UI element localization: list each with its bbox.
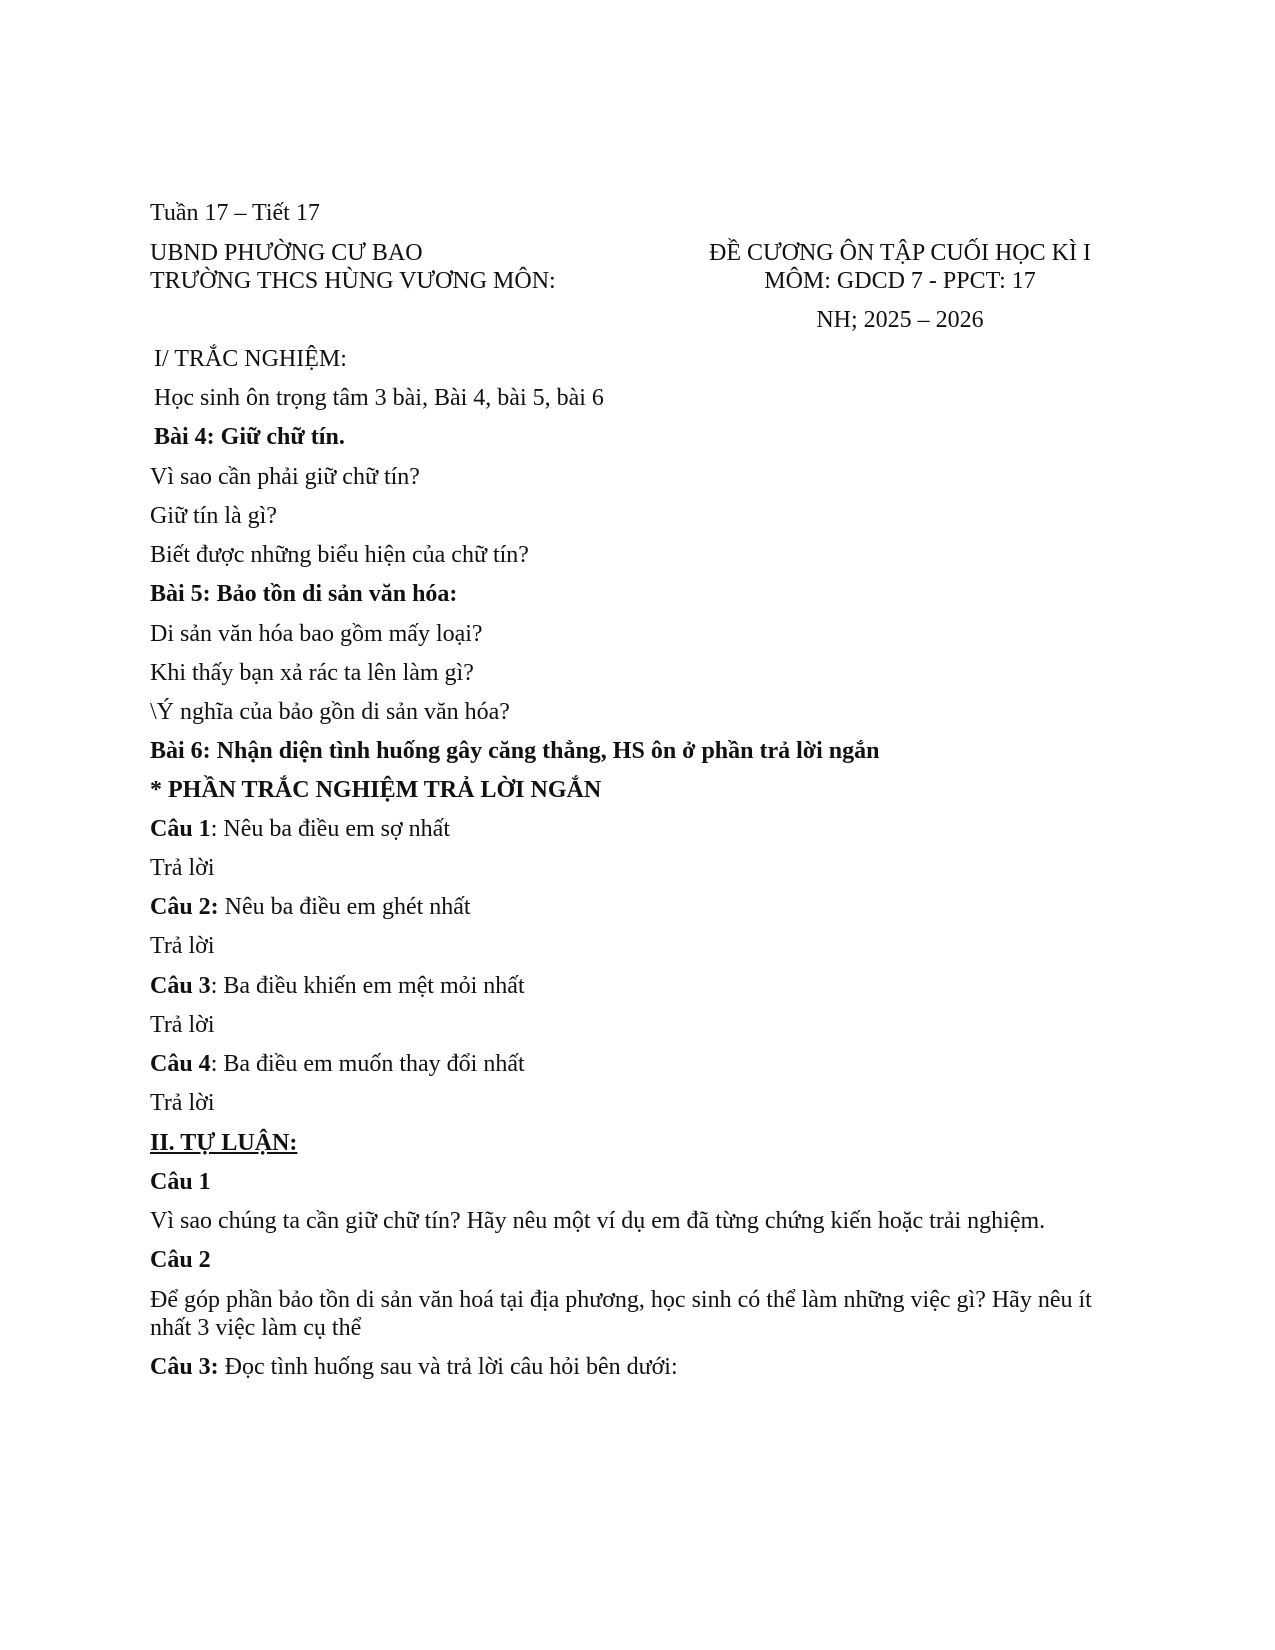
essay-question-label: Câu 3: bbox=[150, 1354, 219, 1380]
section1-intro: Học sinh ôn trọng tâm 3 bài, Bài 4, bài 5, bài 6 bbox=[154, 385, 604, 411]
org-name-line1: UBND PHƯỜNG CƯ BAO bbox=[150, 240, 423, 266]
section1-heading: I/ TRẮC NGHIỆM: bbox=[154, 346, 347, 372]
answer-label: Trả lời bbox=[150, 1012, 215, 1038]
short-question bbox=[150, 893, 471, 921]
question-separator: : bbox=[210, 1051, 224, 1077]
question-label: Câu 2: bbox=[150, 894, 219, 920]
week-lesson-label: Tuần 17 – Tiết 17 bbox=[150, 200, 320, 226]
doc-title-line2: MÔM: GDCD 7 - PPCT: 17 bbox=[764, 268, 1036, 294]
short-question bbox=[150, 1050, 525, 1078]
question-label: Câu 4 bbox=[150, 1051, 211, 1077]
answer-label: Trả lời bbox=[150, 855, 215, 881]
org-name-line2: TRƯỜNG THCS HÙNG VƯƠNG MÔN: bbox=[150, 268, 556, 294]
question-text: Nêu ba điều em ghét nhất bbox=[224, 894, 471, 920]
question-text: Ba điều em muốn thay đổi nhất bbox=[223, 1051, 525, 1077]
lesson5-item: Khi thấy bạn xả rác ta lên làm gì? bbox=[150, 660, 474, 686]
lesson4-item: Biết được những biểu hiện của chữ tín? bbox=[150, 542, 529, 568]
question-separator: : bbox=[210, 816, 224, 842]
lesson5-title: Bài 5: Bảo tồn di sản văn hóa: bbox=[150, 581, 458, 607]
essay-question-text: Để góp phần bảo tồn di sản văn hoá tại địa phương, học sinh có thể làm những việc gì? Hãy nêu ít nhất 3 việc làm cụ thể bbox=[150, 1287, 1092, 1341]
lesson5-item: Di sản văn hóa bao gồm mấy loại? bbox=[150, 621, 483, 647]
short-question bbox=[150, 972, 525, 1000]
essay-question-text: Đọc tình huống sau và trả lời câu hỏi bên dưới: bbox=[218, 1354, 678, 1380]
doc-title-line1: ĐỀ CƯƠNG ÔN TẬP CUỐI HỌC KÌ I bbox=[709, 240, 1091, 266]
answer-label: Trả lời bbox=[150, 1090, 215, 1116]
short-question bbox=[150, 815, 450, 843]
answer-label: Trả lời bbox=[150, 933, 215, 959]
section2-heading: II. TỰ LUẬN: bbox=[150, 1130, 298, 1156]
lesson4-item: Giữ tín là gì? bbox=[150, 503, 277, 529]
lesson6-title: Bài 6: Nhận diện tình huống gây căng thẳng, HS ôn ở phần trả lời ngắn bbox=[150, 738, 880, 764]
question-label: Câu 1 bbox=[150, 816, 211, 842]
essay-question bbox=[150, 1353, 678, 1381]
essay-question-label: Câu 1 bbox=[150, 1169, 211, 1195]
essay-question-label: Câu 2 bbox=[150, 1247, 211, 1273]
question-label: Câu 3 bbox=[150, 973, 211, 999]
essay-question-text: Vì sao chúng ta cần giữ chữ tín? Hãy nêu một ví dụ em đã từng chứng kiến hoặc trải nghiệm. bbox=[150, 1208, 1046, 1234]
question-text: Nêu ba điều em sợ nhất bbox=[223, 816, 450, 842]
short-answer-heading: * PHẦN TRẮC NGHIỆM TRẢ LỜI NGẮN bbox=[150, 777, 602, 803]
school-year: NH; 2025 – 2026 bbox=[816, 307, 984, 333]
lesson4-item: Vì sao cần phải giữ chữ tín? bbox=[150, 464, 420, 490]
lesson4-title: Bài 4: Giữ chữ tín. bbox=[154, 424, 345, 450]
question-text: Ba điều khiến em mệt mỏi nhất bbox=[223, 973, 525, 999]
lesson5-item: \Ý nghĩa của bảo gồn di sản văn hóa? bbox=[150, 699, 510, 725]
question-separator: : bbox=[210, 973, 224, 999]
